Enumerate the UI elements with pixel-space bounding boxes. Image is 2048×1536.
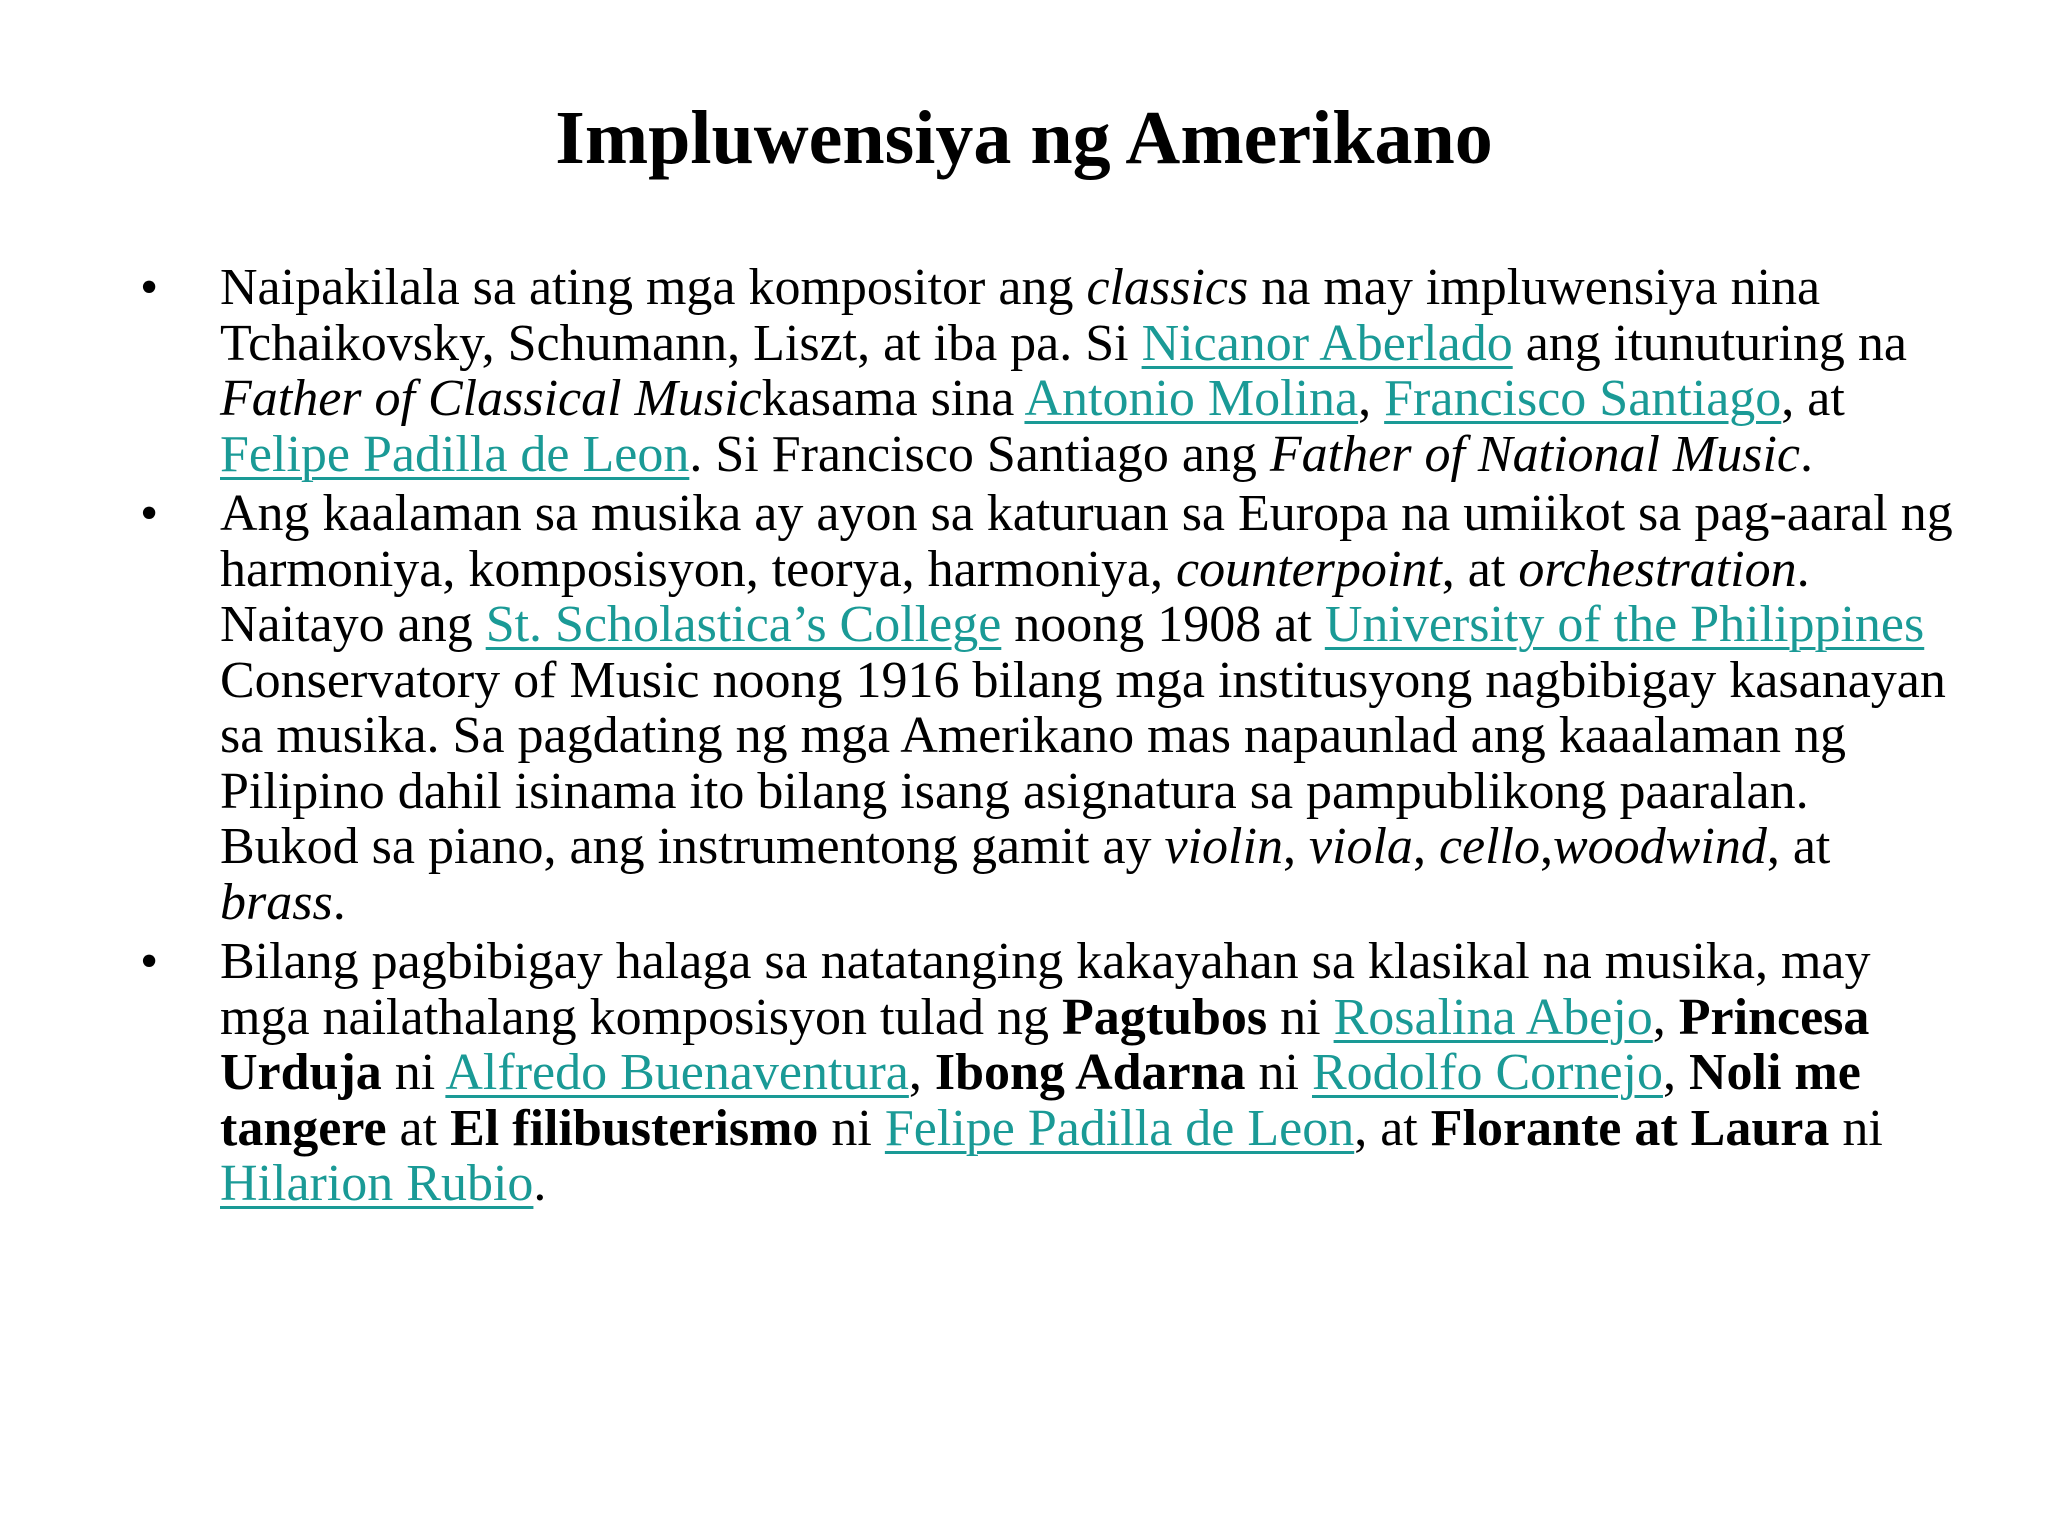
italic-term: viola	[1308, 818, 1413, 875]
composition-title: Florante at Laura	[1430, 1099, 1830, 1157]
person-link[interactable]: Francisco Santiago	[1384, 370, 1782, 427]
person-link[interactable]: Alfredo Buenaventura	[445, 1044, 909, 1101]
body-text: ,	[908, 1044, 935, 1101]
body-text: ,	[1412, 818, 1439, 875]
body-text: , at	[1441, 540, 1519, 598]
body-text: ,	[1282, 818, 1309, 875]
person-link[interactable]: Hilarion Rubio	[220, 1155, 534, 1212]
body-text: , at	[1766, 818, 1831, 875]
body-text: ni	[818, 1099, 885, 1157]
person-link[interactable]: Felipe Padilla de Leon	[220, 425, 690, 483]
body-text: .	[1800, 425, 1814, 483]
italic-term: classics	[1086, 259, 1249, 316]
person-link[interactable]: Rosalina Abejo	[1333, 988, 1653, 1046]
bullet-list	[140, 260, 1960, 1216]
person-link[interactable]: Felipe Padilla de Leon	[884, 1099, 1355, 1157]
italic-term: violin	[1164, 818, 1283, 875]
body-text: ni	[1267, 988, 1334, 1046]
person-link[interactable]: University of the Philippines	[1324, 596, 1925, 653]
body-text: noong 1908 at	[1001, 596, 1325, 653]
bullet-item	[140, 934, 1960, 1212]
bullet-item	[140, 260, 1960, 482]
body-text: ,	[1662, 1044, 1689, 1101]
italic-term: orchestration	[1518, 540, 1797, 598]
body-text: Ang kaalaman sa musika ay ayon sa katuruan sa Europa na umiikot sa pag-aaral ng harmoniya, komposisyon, teorya, harmoniya,	[220, 485, 1953, 598]
body-text: ,	[1358, 370, 1385, 427]
body-text: . Si Francisco Santiago ang	[689, 425, 1270, 483]
composition-title: Pagtubos	[1061, 988, 1268, 1046]
italic-term: Father of Classical Music	[220, 370, 762, 427]
person-link[interactable]: Antonio Molina	[1024, 370, 1359, 427]
body-text: .	[332, 873, 346, 931]
person-link[interactable]: Rodolfo Cornejo	[1312, 1044, 1663, 1101]
italic-term: woodwind	[1553, 818, 1767, 875]
bullet-text	[220, 260, 1960, 482]
body-text: .	[533, 1155, 547, 1212]
bullet-text	[220, 486, 1960, 930]
bullet-icon: •	[140, 485, 159, 542]
body-text: na may impluwensiya nina Tchaikovsky, Schumann, Liszt, at iba pa. Si	[220, 259, 1821, 372]
body-text: ni	[381, 1044, 446, 1101]
bullet-item	[140, 486, 1960, 930]
body-text: ang itunuturing na	[1512, 314, 1907, 372]
italic-term: cello	[1438, 818, 1540, 875]
body-text: Bilang pagbibigay halaga sa natatanging kakayahan sa klasikal na musika, may mga nailathalang komposisyon tulad ng	[220, 933, 1871, 1046]
person-link[interactable]: St. Scholastica’s College	[485, 596, 1002, 653]
body-text: ,	[1652, 988, 1679, 1046]
composition-title: Noli me tangere	[220, 1044, 1861, 1157]
composition-title: Ibong Adarna	[934, 1044, 1246, 1101]
body-text: ni	[1829, 1099, 1883, 1157]
body-text: at	[386, 1099, 451, 1157]
italic-term: counterpoint	[1176, 540, 1442, 598]
body-text: Naipakilala sa ating mga kompositor ang	[220, 259, 1087, 316]
body-text: ni	[1245, 1044, 1312, 1101]
body-text: ,	[1540, 818, 1553, 875]
body-text: , at	[1781, 370, 1845, 427]
body-text: kasama sina	[761, 370, 1025, 427]
slide-title: Impluwensiya ng Amerikano	[555, 96, 1493, 180]
bullet-icon: •	[140, 259, 159, 316]
bullet-icon: •	[140, 933, 159, 990]
italic-term: Father of National Music	[1269, 425, 1801, 483]
body-text: . Naitayo ang	[220, 540, 1810, 653]
body-text: , at	[1354, 1099, 1431, 1157]
bullet-text	[220, 934, 1960, 1212]
composition-title: Princesa Urduja	[220, 988, 1870, 1101]
person-link[interactable]: Nicanor Aberlado	[1141, 314, 1513, 372]
body-text: Conservatory of Music noong 1916 bilang mga institusyong nagbibigay kasanayan sa musika. Sa pagdating ng mga Amerikano mas napaunlad ang kaaalaman ng Pilipino dahil isinama ito bilang isang asignatura sa pampublikong paaralan. Bukod sa piano, ang instrumentong gamit ay	[220, 651, 1946, 875]
italic-term: brass	[220, 873, 333, 931]
composition-title: El filibusterismo	[450, 1099, 819, 1157]
